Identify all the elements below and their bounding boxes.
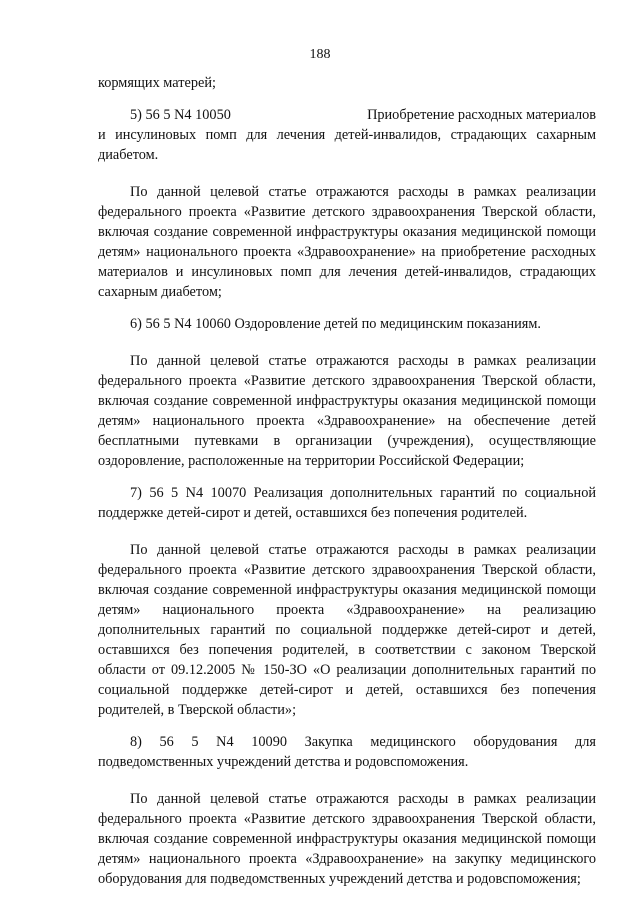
- item-5-title: Приобретение расходных материалов: [367, 107, 596, 123]
- spacer: [98, 772, 596, 789]
- item-7-heading: 7) 56 5 N4 10070 Реализация дополнительных гарантий по социальной поддержке детей-сирот и детей, оставшихся без попечения родителей.: [98, 485, 596, 521]
- item-5-heading: [98, 105, 596, 125]
- item-5-title-continued: и инсулиновых помп для лечения детей-инвалидов, страдающих сахарным диабетом.: [98, 127, 596, 163]
- paragraph-continuation: кормящих матерей;: [98, 75, 216, 91]
- spacer: [98, 471, 596, 483]
- item-6-heading: 6) 56 5 N4 10060 Оздоровление детей по медицинским показаниям.: [130, 316, 541, 332]
- item-7-description: По данной целевой статье отражаются расходы в рамках реализации федерального проекта «Развитие детского здравоохранения Тверской области, включая создание современной инфраструктуры оказания медицинской помощи детям» национального проекта «Здравоохранение» на реализацию дополнительных гарантий по социальной поддержке детей-сирот и детей, оставшихся без попечения родителей, в соответствии с законом Тверской области от 09.12.2005 № 150-ЗО «О реализации дополнительных гарантий по социальной поддержке детей-сирот и детей, оставшихся без попечения родителей, в Тверской области»;: [98, 542, 596, 718]
- spacer: [98, 334, 596, 351]
- spacer: [98, 93, 596, 105]
- spacer: [98, 302, 596, 314]
- item-6-description: По данной целевой статье отражаются расходы в рамках реализации федерального проекта «Развитие детского здравоохранения Тверской области, включая создание современной инфраструктуры оказания медицинской помощи детям» национального проекта «Здравоохранение» на обеспечение детей бесплатными путевками в организации (учреждения), осуществляющие оздоровление, расположенные на территории Российской Федерации;: [98, 353, 596, 469]
- item-8-heading: 8) 56 5 N4 10090 Закупка медицинского оборудования для подведомственных учреждений детства и родовспоможения.: [98, 734, 596, 770]
- item-5-code: 5) 56 5 N4 10050: [130, 107, 231, 123]
- item-5-description: По данной целевой статье отражаются расходы в рамках реализации федерального проекта «Развитие детского здравоохранения Тверской области, включая создание современной инфраструктуры оказания медицинской помощи детям» национального проекта «Здравоохранение» на приобретение расходных материалов и инсулиновых помп для лечения детей-инвалидов, страдающих сахарным диабетом;: [98, 184, 596, 300]
- item-8-description: По данной целевой статье отражаются расходы в рамках реализации федерального проекта «Развитие детского здравоохранения Тверской области, включая создание современной инфраструктуры оказания медицинской помощи детям» национального проекта «Здравоохранение» на закупку медицинского оборудования для подведомственных учреждений детства и родовспоможения;: [98, 791, 596, 887]
- page-number: 188: [309, 47, 331, 62]
- spacer: [98, 165, 596, 182]
- document-body: [98, 73, 596, 889]
- spacer: [98, 523, 596, 540]
- spacer: [98, 720, 596, 732]
